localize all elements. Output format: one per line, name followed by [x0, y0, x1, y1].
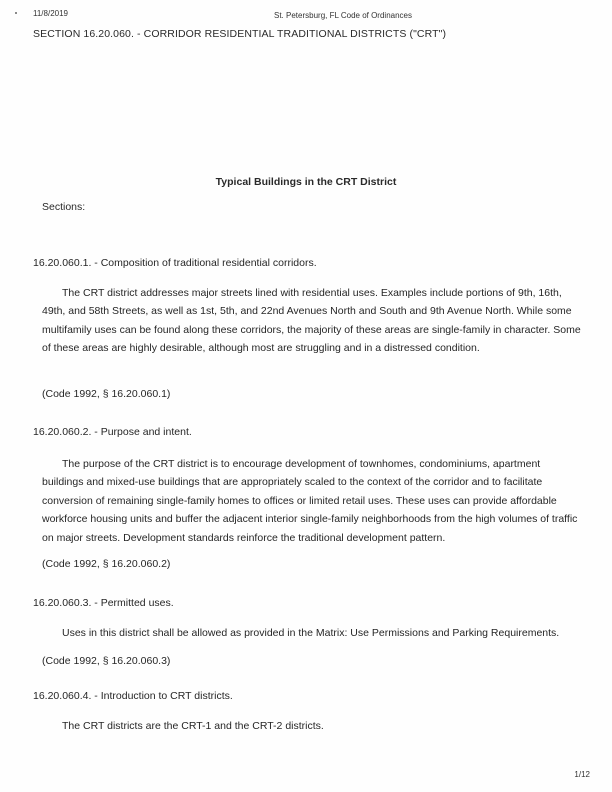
- subsection-heading-3: 16.20.060.3. - Permitted uses.: [33, 597, 174, 609]
- print-date: 11/8/2019: [33, 9, 68, 18]
- subsection-paragraph-1-text: The CRT district addresses major streets lined with residential uses. Examples include portions of 9th, 16th, 49th, and 58th Streets, as well as 1st, 5th, and 22nd Avenues North and South and 9th Avenue North. While some multifamily uses can be found along these corridors, the majority of these areas are single-family in character. Some of these areas are highly desirable, although most are struggling and in a distressed condition.: [42, 287, 581, 355]
- subsection-paragraph-1: [42, 284, 582, 358]
- subsection-heading-4: 16.20.060.4. - Introduction to CRT districts.: [33, 690, 233, 702]
- subsection-paragraph-2: [42, 455, 582, 547]
- subsection-paragraph-2-text: The purpose of the CRT district is to encourage development of townhomes, condominiums, apartment buildings and mixed-use buildings that are appropriately scaled to the context of the corridor and to facilitate conversion of remaining single-family homes to offices or limited retail uses. These uses can provide affordable workforce housing units and buffer the adjacent interior single-family neighborhoods from the high volumes of traffic on major streets. Development standards reinforce the traditional development pattern.: [42, 458, 578, 544]
- subsection-paragraph-4: The CRT districts are the CRT-1 and the CRT-2 districts.: [62, 720, 324, 732]
- sections-label: Sections:: [42, 201, 86, 213]
- subsection-history-3: (Code 1992, § 16.20.060.3): [42, 655, 171, 667]
- subsection-history-1: (Code 1992, § 16.20.060.1): [42, 388, 171, 400]
- scan-mark: [15, 12, 17, 14]
- page-number: 1/12: [574, 770, 590, 779]
- subsection-paragraph-3: Uses in this district shall be allowed as provided in the Matrix: Use Permissions and Parking Requirements.: [62, 627, 560, 639]
- subsection-history-2: (Code 1992, § 16.20.060.2): [42, 558, 171, 570]
- print-source: St. Petersburg, FL Code of Ordinances: [274, 11, 412, 20]
- section-title: SECTION 16.20.060. - CORRIDOR RESIDENTIAL TRADITIONAL DISTRICTS ("CRT"): [33, 28, 447, 40]
- figure-title: Typical Buildings in the CRT District: [215, 176, 397, 188]
- subsection-heading-1: 16.20.060.1. - Composition of traditional residential corridors.: [33, 257, 317, 269]
- subsection-heading-2: 16.20.060.2. - Purpose and intent.: [33, 426, 192, 438]
